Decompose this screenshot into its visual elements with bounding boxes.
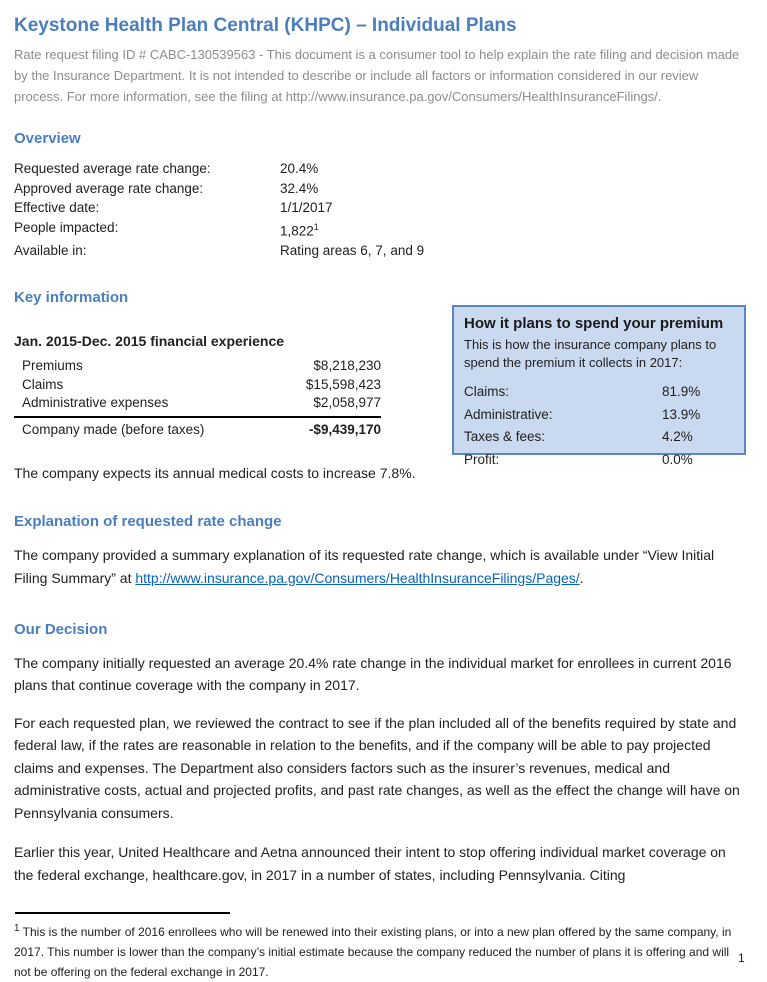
row-label: Administrative expenses [22,395,169,410]
decision-paragraph: The company initially requested an average 20.4% rate change in the individual market for enrollees in current 2016 plans that continue coverage with the company in 2017. [14,654,732,693]
medical-cost-note: The company expects its annual medical costs to increase 7.8%. [14,464,416,481]
footnote-section [14,912,743,982]
row-value: $15,598,423 [305,376,381,392]
overview-label: Available in: [14,242,87,258]
financial-experience-title: Jan. 2015-Dec. 2015 financial experience [14,333,285,349]
overview-row-people-impacted [14,218,743,241]
overview-label: Approved average rate change: [14,180,204,196]
row-label: Profit: [464,451,500,467]
decision-heading: Our Decision [14,620,108,638]
footnote-separator [15,912,230,914]
page-title: Keystone Health Plan Central (KHPC) – Individual Plans [14,15,517,36]
filing-summary-link[interactable]: http://www.insurance.pa.gov/Consumers/HealthInsuranceFilings/Pages/ [135,569,580,586]
footnote-text [14,919,743,982]
premium-row-profit [464,449,732,472]
explanation-text: The company provided a summary explanation of its requested rate change, which is available under “View Initial Filing Summary” at [14,546,715,586]
premium-row-claims [464,381,732,404]
decision-paragraph: For each requested plan, we reviewed the contract to see if the plan included all of the benefits required by state and federal law, if the rates are reasonable in relation to the benefits, and if the company will be able to pay projected claims and expenses. The Department also considers factors such as the insurer’s revenues, medical and administrative costs, actual and projected profits, and past rate changes, as well as the effect the change will have on Pennsylvania consumers. [14,714,740,821]
overview-label: Effective date: [14,200,100,215]
total-label: Company made (before taxes) [22,421,205,437]
table-row [14,376,381,395]
row-label: Taxes & fees: [464,429,546,444]
footnote-number: 1 [14,923,20,934]
premium-spend-box [452,305,746,467]
overview-heading: Overview [14,130,81,147]
row-label: Claims: [464,384,510,399]
row-value: 13.9% [662,406,701,422]
table-row [14,357,381,376]
financial-table [14,357,381,439]
row-label: Administrative: [464,406,553,422]
row-label: Claims [22,376,64,392]
overview-value: Rating areas 6, 7, and 9 [280,242,425,258]
overview-row-available-in [14,241,743,261]
overview-value: 1/1/2017 [280,200,333,215]
page-number: 1 [738,951,745,965]
row-value: 0.0% [662,451,693,467]
premium-box-rows [464,381,732,471]
explanation-heading: Explanation of requested rate change [14,512,282,530]
footnote-body: This is the number of 2016 enrollees who will be renewed into their existing plans, or into a new plan offered by the same company, in 2017. This number is lower than the company’s initial estimate because the company reduced the number of plans it is offering and will not be offering on the federal exchange in 2017. [14,925,732,979]
row-value: 4.2% [662,429,693,444]
overview-value-number: 1,822 [280,223,314,238]
premium-box-subtitle: This is how the insurance company plans to spend the premium it collects in 2017: [464,337,717,370]
explanation-paragraph [14,544,743,590]
decision-paragraph: Earlier this year, United Healthcare and Aetna announced their intent to stop offering individual market coverage on the federal exchange, healthcare.gov, in 2017 in a number of states, including Pennsylvania. Citing [14,844,726,883]
total-value: -$9,439,170 [308,421,381,437]
overview-row-requested [14,159,743,179]
explanation-text-end: . [579,569,584,586]
overview-value: 32.4% [280,180,319,196]
intro-paragraph: Rate request filing ID # CABC-130539563 - This document is a consumer tool to help explain the rate filing and decision made by the Insurance Department. It is not intended to describe or include all factors or information considered in our review process. For more information, see the filing at http://www.insurance.pa.gov/Consumers/HealthInsuranceFilings/. [14,47,740,104]
table-total-row [14,416,381,439]
overview-row-approved [14,179,743,199]
overview-row-effective-date [14,198,743,218]
overview-value [280,218,319,241]
key-information-heading: Key information [14,289,129,306]
overview-label: People impacted: [14,219,119,235]
footnote-reference: 1 [313,221,319,232]
premium-row-administrative [464,404,732,427]
table-row [14,394,381,413]
row-label: Premiums [22,358,83,373]
premium-box-title: How it plans to spend your premium [464,315,724,332]
row-value: 81.9% [662,384,701,399]
row-value: $8,218,230 [313,358,381,373]
premium-row-taxes-fees [464,426,732,449]
row-value: $2,058,977 [313,395,381,410]
overview-list [14,159,743,260]
overview-value: 20.4% [280,161,319,176]
overview-label: Requested average rate change: [14,161,211,176]
